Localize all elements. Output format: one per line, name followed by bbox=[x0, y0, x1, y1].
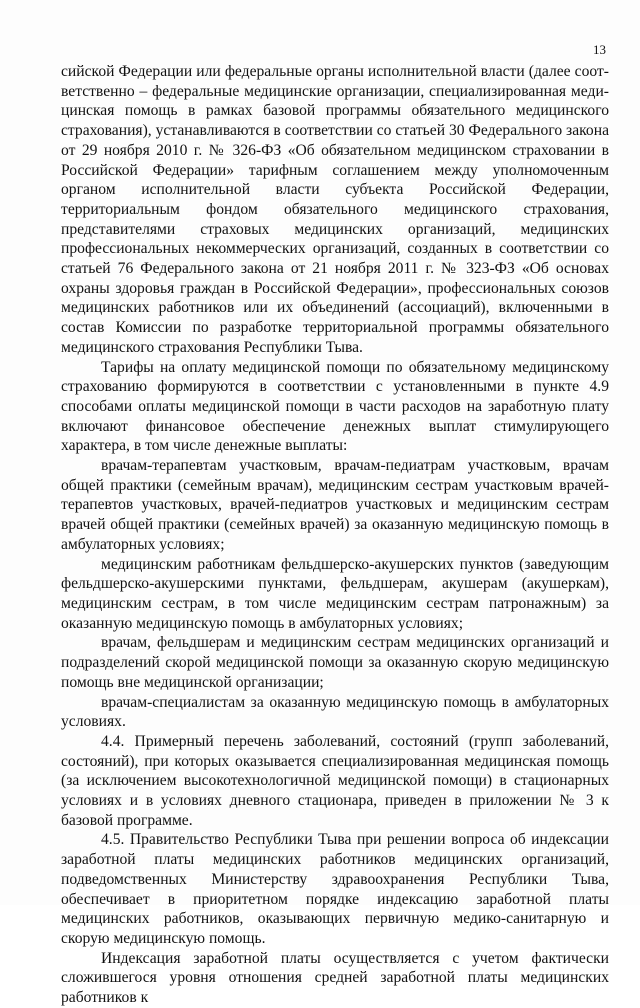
paragraph: Индексация заработной платы осуществляется с учетом фактически сложившегося уровня отношения средней заработной платы медицинских работников к bbox=[61, 949, 609, 1007]
page-number: 13 bbox=[593, 42, 606, 57]
body-text bbox=[61, 62, 609, 1008]
paragraph: Тарифы на оплату медицинской помощи по обязательному медицинскому страхованию формируются в соответствии с установленными в пункте 4.9 способами оплаты медицинской помощи в части расходов на заработную плату включают финансовое обеспечение денежных выплат стимулирующего характера, в том числе денежные выплаты: bbox=[61, 358, 609, 455]
paragraph: врачам, фельдшерам и медицинским сестрам медицинских организаций и подразделений скорой медицинской помощи за оказанную скорую медицинскую помощь вне медицинской организации; bbox=[61, 634, 609, 691]
paragraph: 4.5. Правительство Республики Тыва при решении вопроса об индексации заработной платы медицинских работников медицинских организаций, подведомственных Министерству здравоохранения Республики Тыва, обеспечивает в приоритетном порядке индексацию заработной платы медицинских работников, оказывающих первичную медико-санитарную и скорую медицинскую помощь. bbox=[61, 831, 609, 947]
paragraph: сийской Федерации или федеральные органы исполнительной власти (далее соответственно – федеральные медицинские организации, специализированная медицинская помощь в рамках базовой программы обязательного медицинского страхования), устанавливаются в соответствии со статьей 30 Федерального закона от 29 ноября 2010 г. № 326-ФЗ «Об обязательном медицинском страховании в Российской Федерации» тарифным соглашением между уполномоченным органом исполнительной власти субъекта Российской Федерации, территориальным фондом обязательного медицинского страхования, представителями страховых медицинских организаций, медицинских профессиональных некоммерческих организаций, созданных в соответствии со статьей 76 Федерального закона от 21 ноября 2011 г. № 323-ФЗ «Об основах охраны здоровья граждан в Российской Федерации», профессиональных союзов медицинских работников или их объединений (ассоциаций), включенными в состав Комиссии по разработке территориальной программы обязательного медицинского страхования Республики Тыва. bbox=[61, 63, 609, 356]
paragraph: врачам-специалистам за оказанную медицинскую помощь в амбулаторных условиях. bbox=[61, 693, 609, 731]
paragraph: медицинским работникам фельдшерско-акушерских пунктов (заведующим фельдшерско-акушерскими пунктами, фельдшерам, акушерам (акушеркам), медицинским сестрам, в том числе медицинским сестрам патронажным) за оказанную медицинскую помощь в амбулаторных условиях; bbox=[61, 555, 609, 632]
paragraph: врачам-терапевтам участковым, врачам-педиатрам участковым, врачам общей практики (семейным врачам), медицинским сестрам участковым врачей-терапевтов участковых, врачей-педиатров участковых и медицинским сестрам врачей общей практики (семейных врачей) за оказанную медицинскую помощь в амбулаторных условиях; bbox=[61, 457, 609, 553]
paragraph: 4.4. Примерный перечень заболеваний, состояний (групп заболеваний, состояний), при которых оказывается специализированная медицинская помощь (за исключением высокотехнологичной медицинской помощи) в стационарных условиях и в условиях дневного стационара, приведен в приложении № 3 к базовой программе. bbox=[61, 732, 609, 829]
